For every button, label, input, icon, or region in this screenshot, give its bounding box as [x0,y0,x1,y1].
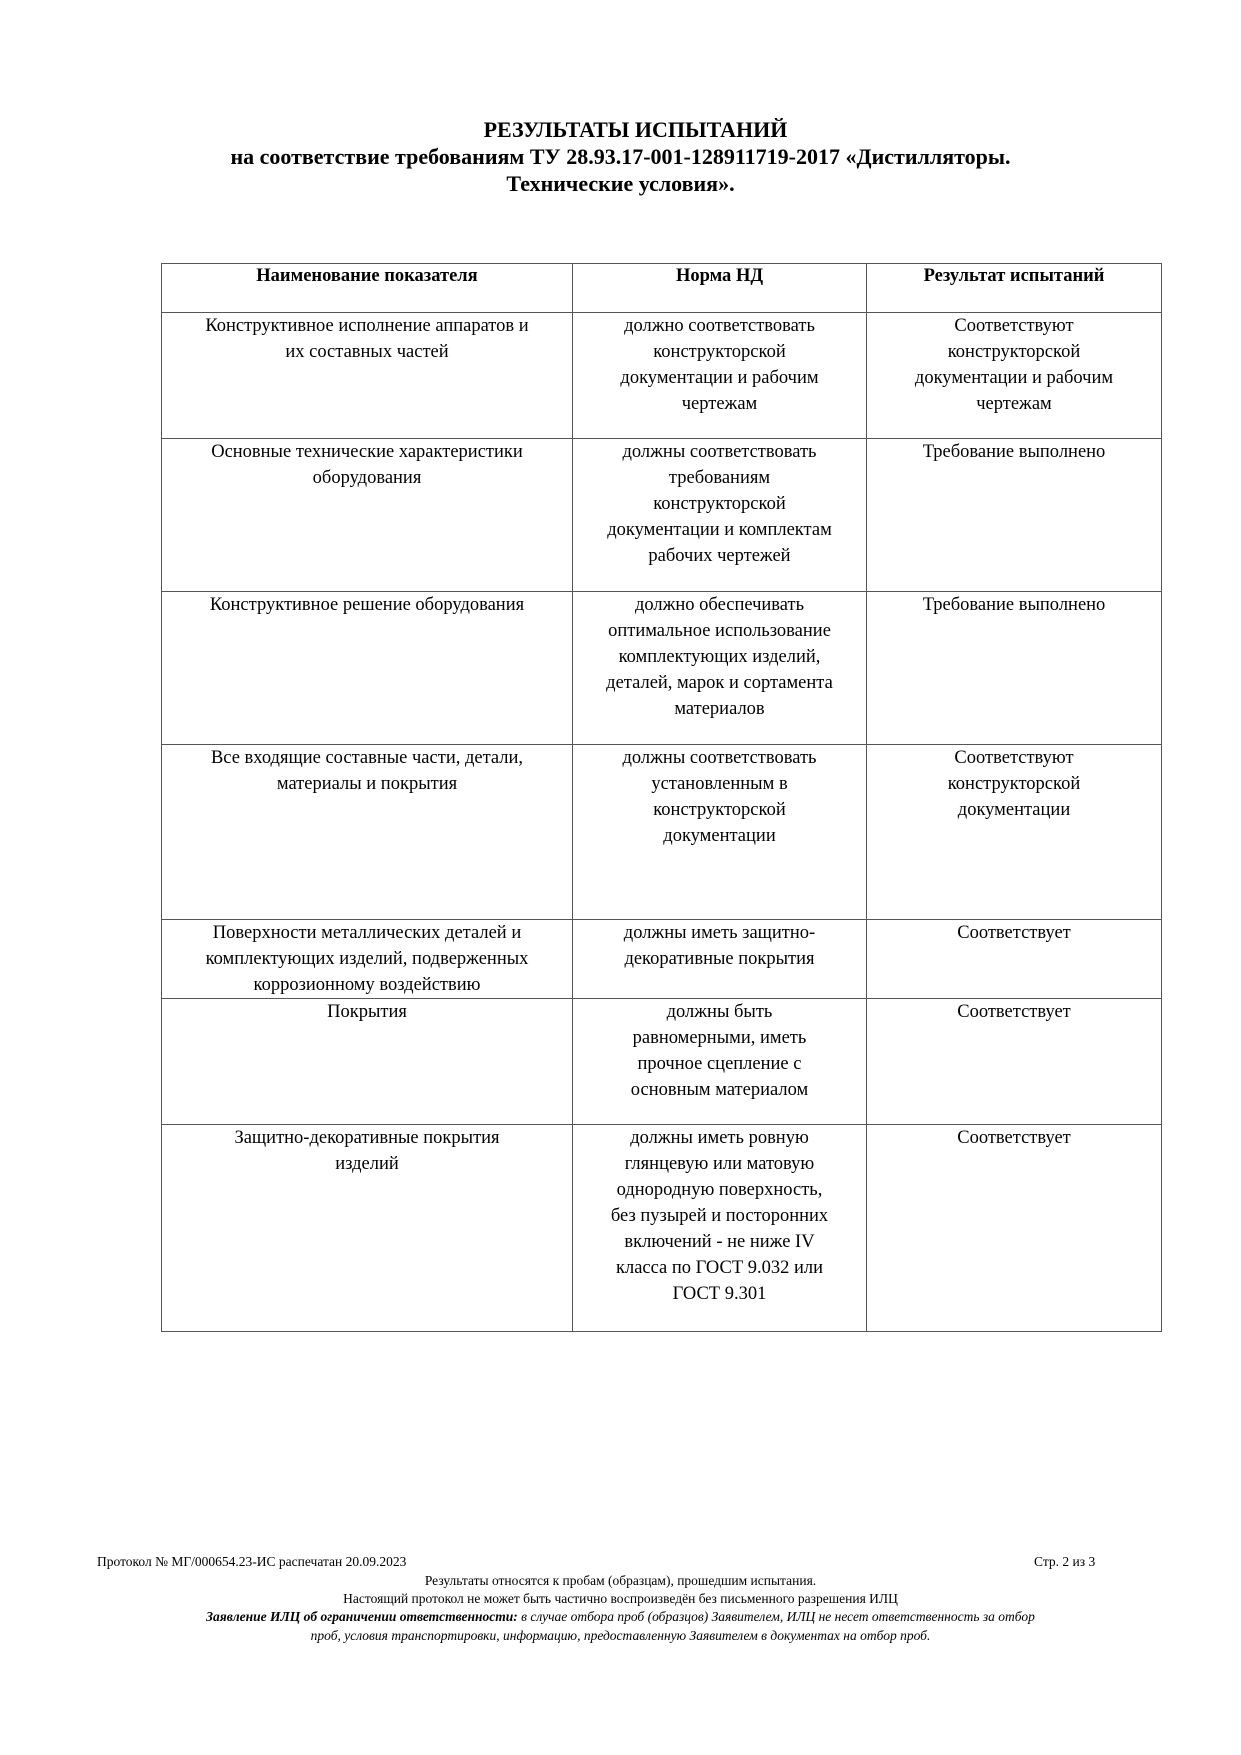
table-row [162,1125,1162,1332]
norm-cell: должны иметь ровную глянцевую или матовую однородную поверхность, без пузырей и посторонних включений - не ниже IV класса по ГОСТ 9.032 или ГОСТ 9.301 [573,1125,867,1332]
table-row [162,592,1162,745]
footer-reproduction-note: Настоящий протокол не может быть частично воспроизведён без письменного разрешения ИЛЦ [343,1591,898,1606]
result-cell: Соответствует [867,999,1162,1125]
table-row [162,920,1162,999]
result-cell: Соответствует [867,920,1162,999]
header-norm: Норма НД [573,264,867,313]
result-cell: Требование выполнено [867,439,1162,592]
indicator-cell: Защитно-декоративные покрытия изделий [162,1125,573,1332]
results-table [161,263,1162,1332]
indicator-cell: Поверхности металлических деталей и комплектующих изделий, подверженных коррозионному воздействию [162,920,573,999]
disclaimer-text-1: в случае отбора проб (образцов) Заявителем, ИЛЦ не несет ответственность за отбор [517,1609,1035,1624]
footer-results-note: Результаты относятся к пробам (образцам), прошедшим испытания. [424,1573,817,1588]
norm-cell: должны соответствовать требованиям конструкторской документации и комплектам рабочих чертежей [573,439,867,592]
table-row [162,439,1162,592]
norm-cell: должно соответствовать конструкторской документации и рабочим чертежам [573,313,867,439]
header-indicator: Наименование показателя [162,264,573,313]
indicator-cell: Покрытия [162,999,573,1125]
table-row [162,999,1162,1125]
footer-disclaimer-continued: проб, условия транспортировки, информацию, предоставленную Заявителем в документах на отбор проб. [310,1628,931,1643]
result-cell: Соответствуют конструкторской документации и рабочим чертежам [867,313,1162,439]
title-line-2: на соответствие требованиям ТУ 28.93.17-001-128911719-2017 «Дистилляторы. [230,144,1011,169]
indicator-cell: Все входящие составные части, детали, материалы и покрытия [162,745,573,920]
norm-cell: должны быть равномерными, иметь прочное сцепление с основным материалом [573,999,867,1125]
title-line-3: Технические условия». [506,171,735,196]
result-cell: Соответствуют конструкторской документации [867,745,1162,920]
table-row [162,313,1162,439]
page-number: Стр. 2 из 3 [1034,1554,1096,1569]
disclaimer-label: Заявление ИЛЦ об ограничении ответственности: [206,1609,518,1624]
table-header-row [162,264,1162,313]
document-title [0,116,1241,197]
norm-cell: должно обеспечивать оптимальное использование комплектующих изделий, деталей, марок и сортамента материалов [573,592,867,745]
header-result: Результат испытаний [867,264,1162,313]
title-line-1: РЕЗУЛЬТАТЫ ИСПЫТАНИЙ [483,117,788,142]
norm-cell: должны соответствовать установленным в конструкторской документации [573,745,867,920]
protocol-number: Протокол № МГ/000654.23-ИС распечатан 20.09.2023 [97,1554,407,1569]
result-cell: Соответствует [867,1125,1162,1332]
table-row [162,745,1162,920]
indicator-cell: Основные технические характеристики оборудования [162,439,573,592]
indicator-cell: Конструктивное исполнение аппаратов и их составных частей [162,313,573,439]
result-cell: Требование выполнено [867,592,1162,745]
footer-disclaimer [0,1607,1241,1626]
indicator-cell: Конструктивное решение оборудования [162,592,573,745]
norm-cell: должны иметь защитно- декоративные покрытия [573,920,867,999]
